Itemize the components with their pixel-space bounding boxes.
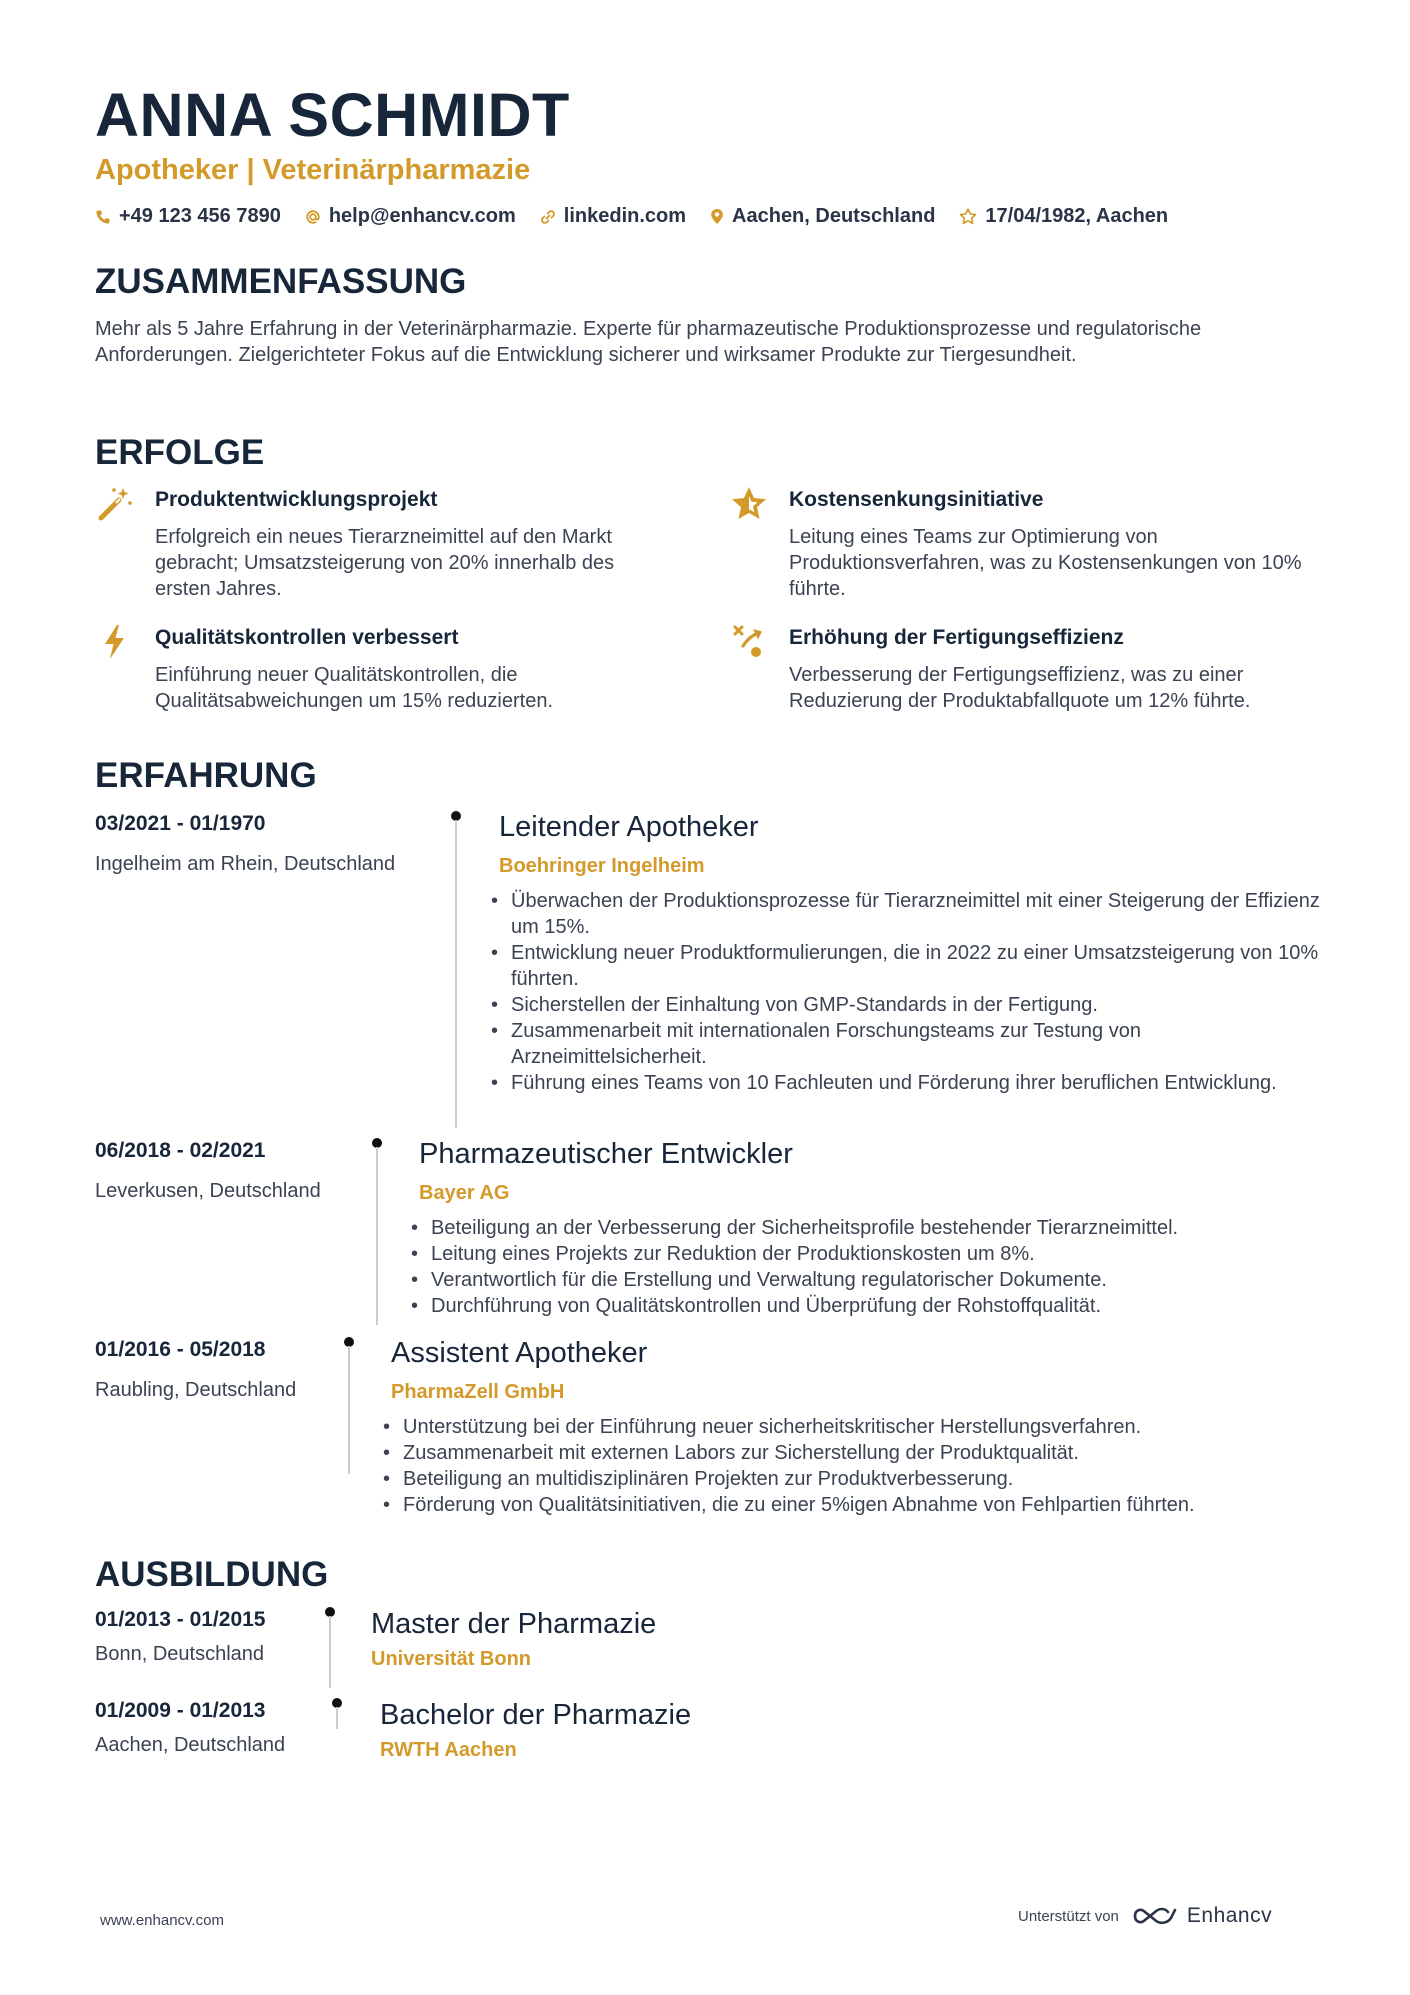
contact-phone — [95, 205, 281, 228]
job-role: Assistent Apotheker — [391, 1337, 648, 1369]
contact-email-text: help@enhancv.com — [328, 205, 516, 227]
job-bullet: • Durchführung von Qualitätskontrollen und Überprüfung der Rohstoffqualität. — [403, 1293, 1323, 1319]
job-bullets — [375, 1414, 1323, 1518]
lightning-icon — [95, 622, 135, 662]
job-role: Leitender Apotheker — [499, 811, 759, 843]
job-bullet: • Beteiligung an der Verbesserung der Sicherheitsprofile bestehender Tierarzneimittel. — [403, 1215, 1323, 1241]
timeline-line — [376, 1147, 378, 1325]
job-location: Ingelheim am Rhein, Deutschland — [95, 853, 396, 875]
candidate-name: ANNA SCHMIDT — [95, 81, 570, 149]
achievement-desc: Leitung eines Teams zur Optimierung von Produktionsverfahren, was zu Kostensenkungen von 10% führte. — [789, 526, 1302, 600]
job-bullet: • Beteiligung an multidisziplinären Projekten zur Produktverbesserung. — [375, 1466, 1323, 1492]
contact-linkedin-text: linkedin.com — [563, 205, 687, 227]
summary-text: Mehr als 5 Jahre Erfahrung in der Veterinärpharmazie. Experte für pharmazeutische Produktionsprozesse und regulatorische Anforderungen. Zielgerichteter Fokus auf die Entwicklung sicherer und wirksamer Produkte zur Tiergesundheit. — [95, 318, 1202, 366]
path-arrow-icon — [729, 622, 769, 662]
edu-location: Bonn, Deutschland — [95, 1643, 265, 1665]
footer-website[interactable]: www.enhancv.com — [100, 1912, 224, 1929]
contact-email[interactable] — [305, 205, 516, 228]
star-icon — [729, 484, 769, 524]
star-outline-icon — [959, 208, 977, 225]
contact-location-text: Aachen, Deutschland — [732, 205, 936, 227]
location-pin-icon — [710, 208, 724, 225]
achievement-desc: Einführung neuer Qualitätskontrollen, die Qualitätsabweichungen um 15% reduzierten. — [155, 664, 554, 712]
edu-location: Aachen, Deutschland — [95, 1734, 286, 1756]
education-heading: AUSBILDUNG — [95, 1555, 329, 1594]
summary-heading: ZUSAMMENFASSUNG — [95, 262, 467, 301]
timeline-line — [336, 1707, 338, 1729]
achievement-title: Produktentwicklungsprojekt — [155, 488, 438, 511]
job-date: 01/2016 - 05/2018 — [95, 1338, 266, 1361]
timeline-line — [348, 1346, 350, 1474]
contact-linkedin[interactable] — [540, 205, 686, 228]
timeline-line — [329, 1616, 331, 1688]
footer-powered-label: Unterstützt von — [1018, 1907, 1119, 1925]
edu-date: 01/2009 - 01/2013 — [95, 1699, 266, 1722]
link-icon — [540, 209, 556, 225]
at-icon — [305, 209, 321, 225]
enhancv-logo-icon — [1131, 1904, 1179, 1928]
job-company: Boehringer Ingelheim — [499, 855, 705, 877]
edu-date: 01/2013 - 01/2015 — [95, 1608, 266, 1631]
job-bullet: • Förderung von Qualitätsinitiativen, die zu einer 5%igen Abnahme von Fehlpartien führten. — [375, 1492, 1323, 1518]
job-bullet: • Führung eines Teams von 10 Fachleuten und Förderung ihrer beruflichen Entwicklung. — [483, 1070, 1323, 1096]
job-bullet: • Überwachen der Produktionsprozesse für Tierarzneimittel mit einer Steigerung der Effizienz um 15%. — [483, 888, 1323, 940]
job-role: Pharmazeutischer Entwickler — [419, 1138, 793, 1170]
experience-heading: ERFAHRUNG — [95, 756, 317, 795]
magic-wand-icon — [95, 484, 135, 524]
achievement-desc: Erfolgreich ein neues Tierarzneimittel auf den Markt gebracht; Umsatzsteigerung von 20% innerhalb des ersten Jahres. — [155, 526, 615, 600]
job-location: Leverkusen, Deutschland — [95, 1180, 321, 1202]
job-bullet: • Entwicklung neuer Produktformulierungen, die in 2022 zu einer Umsatzsteigerung von 10% führten. — [483, 940, 1323, 992]
job-bullet: • Unterstützung bei der Einführung neuer sicherheitskritischer Herstellungsverfahren. — [375, 1414, 1323, 1440]
achievement-title: Qualitätskontrollen verbessert — [155, 626, 459, 649]
candidate-subtitle: Apotheker | Veterinärpharmazie — [95, 154, 531, 186]
job-company: PharmaZell GmbH — [391, 1381, 565, 1403]
job-bullets — [403, 1215, 1323, 1319]
achievement-title: Erhöhung der Fertigungseffizienz — [789, 626, 1124, 649]
job-location: Raubling, Deutschland — [95, 1379, 297, 1401]
contact-birth — [959, 205, 1168, 228]
edu-degree: Master der Pharmazie — [371, 1608, 657, 1640]
contact-birth-text: 17/04/1982, Aachen — [985, 205, 1169, 227]
phone-icon — [95, 209, 111, 225]
footer-brand: Enhancv — [1186, 1904, 1273, 1927]
job-date: 06/2018 - 02/2021 — [95, 1139, 266, 1162]
job-bullet: • Verantwortlich für die Erstellung und Verwaltung regulatorischer Dokumente. — [403, 1267, 1323, 1293]
job-bullet: • Sicherstellen der Einhaltung von GMP-Standards in der Fertigung. — [483, 992, 1323, 1018]
achievement-title: Kostensenkungsinitiative — [789, 488, 1044, 511]
contact-location — [710, 205, 935, 228]
edu-school: Universität Bonn — [371, 1648, 532, 1670]
job-date: 03/2021 - 01/1970 — [95, 812, 266, 835]
job-bullets — [483, 888, 1323, 1096]
footer-powered-by[interactable] — [1018, 1904, 1272, 1928]
job-bullet: • Zusammenarbeit mit externen Labors zur Sicherstellung der Produktqualität. — [375, 1440, 1323, 1466]
timeline-line — [455, 820, 457, 1128]
achievement-desc: Verbesserung der Fertigungseffizienz, was zu einer Reduzierung der Produktabfallquote um 12% führte. — [789, 664, 1251, 712]
job-bullet: • Leitung eines Projekts zur Reduktion der Produktionskosten um 8%. — [403, 1241, 1323, 1267]
achievements-heading: ERFOLGE — [95, 433, 265, 472]
edu-degree: Bachelor der Pharmazie — [380, 1699, 692, 1731]
contact-phone-text: +49 123 456 7890 — [119, 205, 281, 227]
contact-bar — [95, 205, 1192, 228]
job-bullet: • Zusammenarbeit mit internationalen Forschungsteams zur Testung von Arzneimittelsicherheit. — [483, 1018, 1323, 1070]
edu-school: RWTH Aachen — [380, 1739, 517, 1761]
job-company: Bayer AG — [419, 1182, 510, 1204]
